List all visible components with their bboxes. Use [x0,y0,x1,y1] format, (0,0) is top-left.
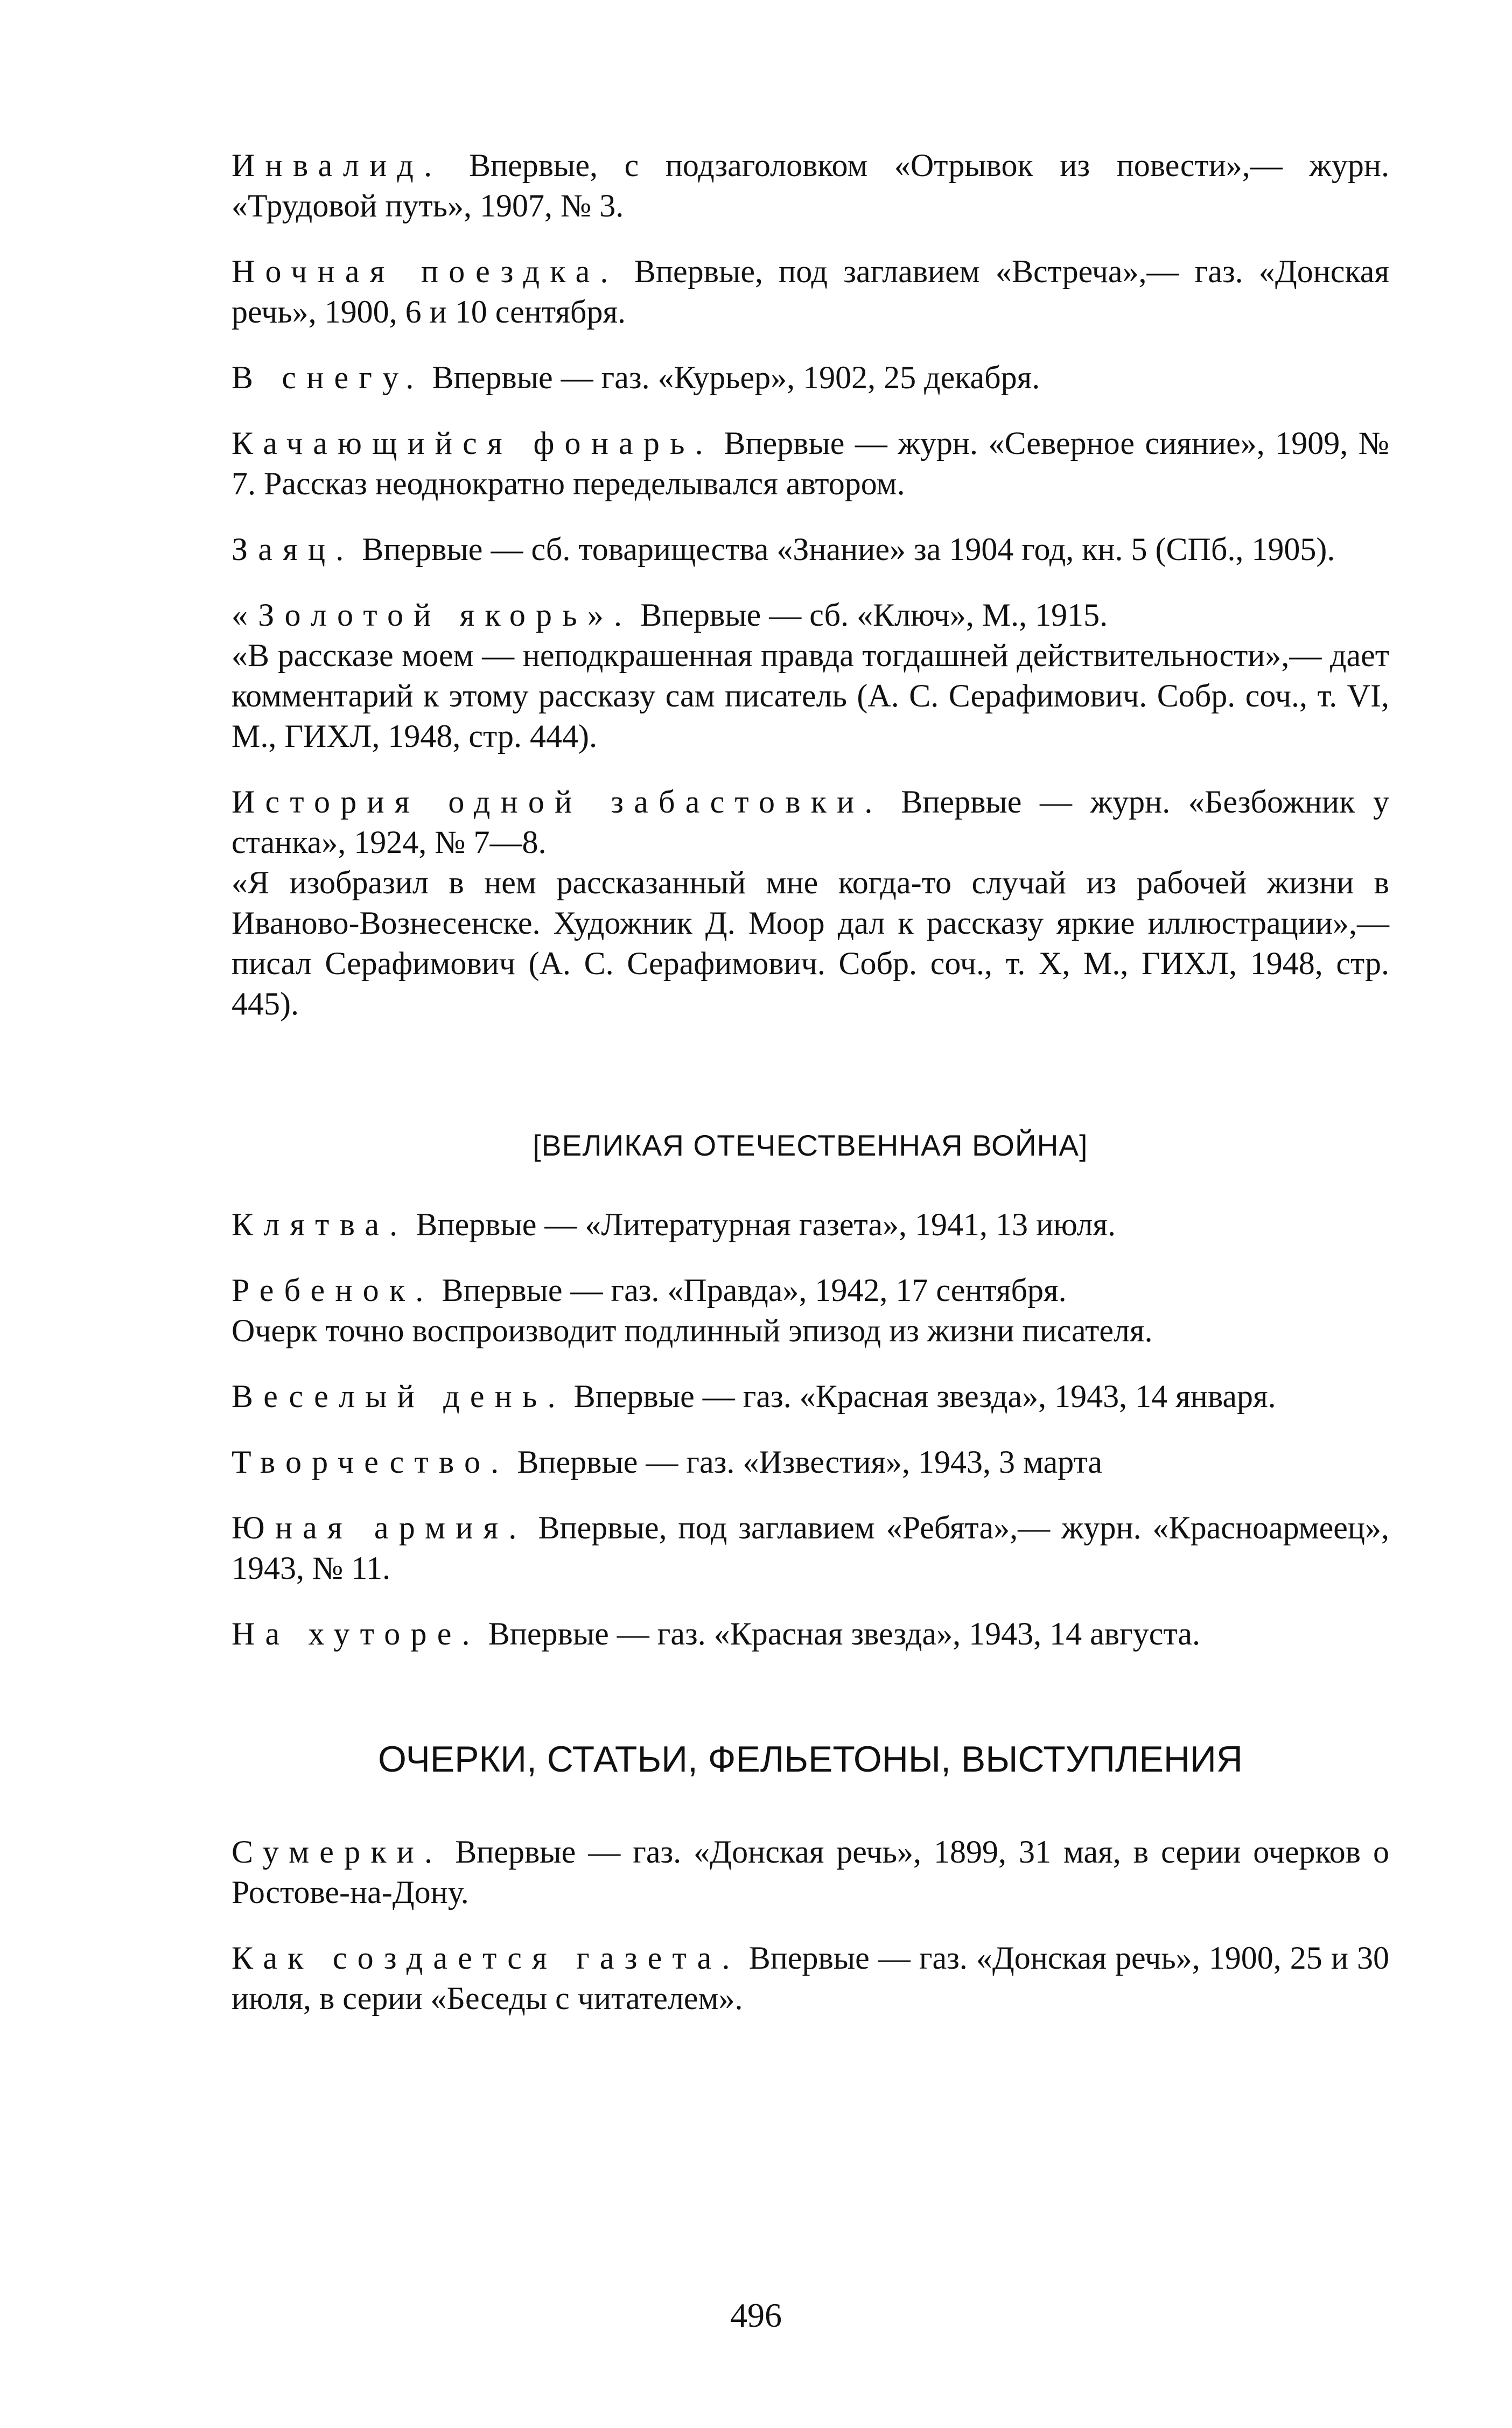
entry-text: Впервые — газ. «Курьер», 1902, 25 декабря. [424,360,1040,395]
commentary-entry [232,358,1389,398]
entry-paragraph [232,1508,1389,1589]
commentary-entry [232,1614,1389,1654]
entry-title: Творчество. [232,1444,509,1480]
commentary-entry [232,423,1389,504]
page-number: 496 [730,2296,782,2334]
section-heading: [ВЕЛИКАЯ ОТЕЧЕСТВЕННАЯ ВОЙНА] [533,1129,1088,1162]
commentary-entry [232,529,1389,570]
entry-title: Юная армия. [232,1510,527,1545]
entry-title: Клятва. [232,1207,408,1242]
commentary-entry [232,1938,1389,2019]
commentary-entry [232,1508,1389,1589]
entry-text: Впервые, с подзаголовком «Отрывок из повести»,— журн. «Трудовой путь», 1907, № 3. [232,148,1389,223]
commentary-entry [232,595,1389,757]
entry-paragraph [232,595,1389,635]
commentary-part-essays [232,1832,1389,2019]
entry-title: На хуторе. [232,1616,480,1652]
entry-text: Впервые — журн. «Северное сияние», 1909, № 7. Рассказ неоднократно переделывался автором. [232,425,1389,501]
entry-title: Веселый день. [232,1379,566,1414]
entry-title: Инвалид. [232,148,443,183]
page-content [232,145,1389,2044]
entry-paragraph [232,1614,1389,1654]
commentary-entry [232,782,1389,1024]
entry-title: Заяц. [232,531,354,567]
entry-text: Впервые — газ. «Красная звезда», 1943, 14 января. [565,1379,1276,1414]
entry-text: Впервые — газ. «Известия», 1943, 3 марта [509,1444,1103,1480]
entry-text: Впервые — газ. «Донская речь», 1899, 31 мая, в серии очерков о Ростове-на-Дону. [232,1834,1389,1910]
entry-title: Ребенок. [232,1272,434,1308]
commentary-entry [232,251,1389,332]
entry-paragraph [232,1376,1389,1417]
entry-paragraph [232,423,1389,504]
entry-title: История одной забастовки. [232,784,883,820]
entry-text: Впервые, под заглавием «Ребята»,— журн. «Красноармеец», 1943, № 11. [232,1510,1390,1586]
commentary-part-war [232,1205,1389,1654]
entry-text: Впервые — «Литературная газета», 1941, 13 июля. [408,1207,1116,1242]
entry-paragraph [232,1832,1389,1913]
entry-paragraph [232,782,1389,863]
commentary-entry [232,1270,1389,1351]
entry-title: В снегу. [232,360,424,395]
commentary-entry [232,1376,1389,1417]
entry-text: Впервые — газ. «Донская речь», 1900, 25 и 30 июля, в серии «Беседы с читателем». [232,1940,1389,2016]
entry-note: Очерк точно воспроизводит подлинный эпизод из жизни писателя. [232,1313,1153,1348]
entry-text: Впервые — сб. товарищества «Знание» за 1904 год, кн. 5 (СПб., 1905). [354,531,1335,567]
entry-title: Сумерки. [232,1834,443,1870]
entry-paragraph [232,1938,1389,2019]
entry-text: Впервые — сб. «Ключ», М., 1915. [632,597,1108,633]
entry-text: Впервые — журн. «Безбожник у станка», 1924, № 7—8. [232,784,1389,860]
commentary-part-stories [232,145,1389,1024]
entry-note: «Я изобразил в нем рассказанный мне когда-то случай из рабочей жизни в Иваново-Вознесенске. Художник Д. Моор дал к рассказу яркие иллюстрации»,— писал Серафимович (А. С. Серафимович. Собр. соч., т. X, М., ГИХЛ, 1948, стр. 445). [232,865,1389,1021]
entry-text: Впервые, под заглавием «Встреча»,— газ. «Донская речь», 1900, 6 и 10 сентября. [232,254,1389,330]
entry-note: «В рассказе моем — неподкрашенная правда тогдашней действительности»,— дает комментарий к этому рассказу сам писатель (А. С. Серафимович. Собр. соч., т. VI, М., ГИХЛ, 1948, стр. 444). [232,638,1389,754]
entry-paragraph [232,529,1389,570]
entry-paragraph [232,358,1389,398]
commentary-entry [232,1205,1389,1245]
entry-text: Впервые — газ. «Правда», 1942, 17 сентября. [433,1272,1067,1308]
entry-title: «Золотой якорь». [232,597,633,633]
commentary-entry [232,145,1389,226]
entry-paragraph [232,251,1389,332]
entry-paragraph [232,1442,1389,1482]
entry-text: Впервые — газ. «Красная звезда», 1943, 14 августа. [480,1616,1200,1652]
commentary-entry [232,1442,1389,1482]
entry-title: Как создается газета. [232,1940,740,1976]
entry-title: Качающийся фонарь. [232,425,713,461]
entry-title: Ночная поездка. [232,254,619,289]
commentary-entry [232,1832,1389,1913]
entry-paragraph [232,1270,1389,1311]
entry-paragraph [232,145,1389,226]
major-heading: ОЧЕРКИ, СТАТЬИ, ФЕЛЬЕТОНЫ, ВЫСТУПЛЕНИЯ [378,1739,1243,1780]
entry-paragraph [232,1205,1389,1245]
